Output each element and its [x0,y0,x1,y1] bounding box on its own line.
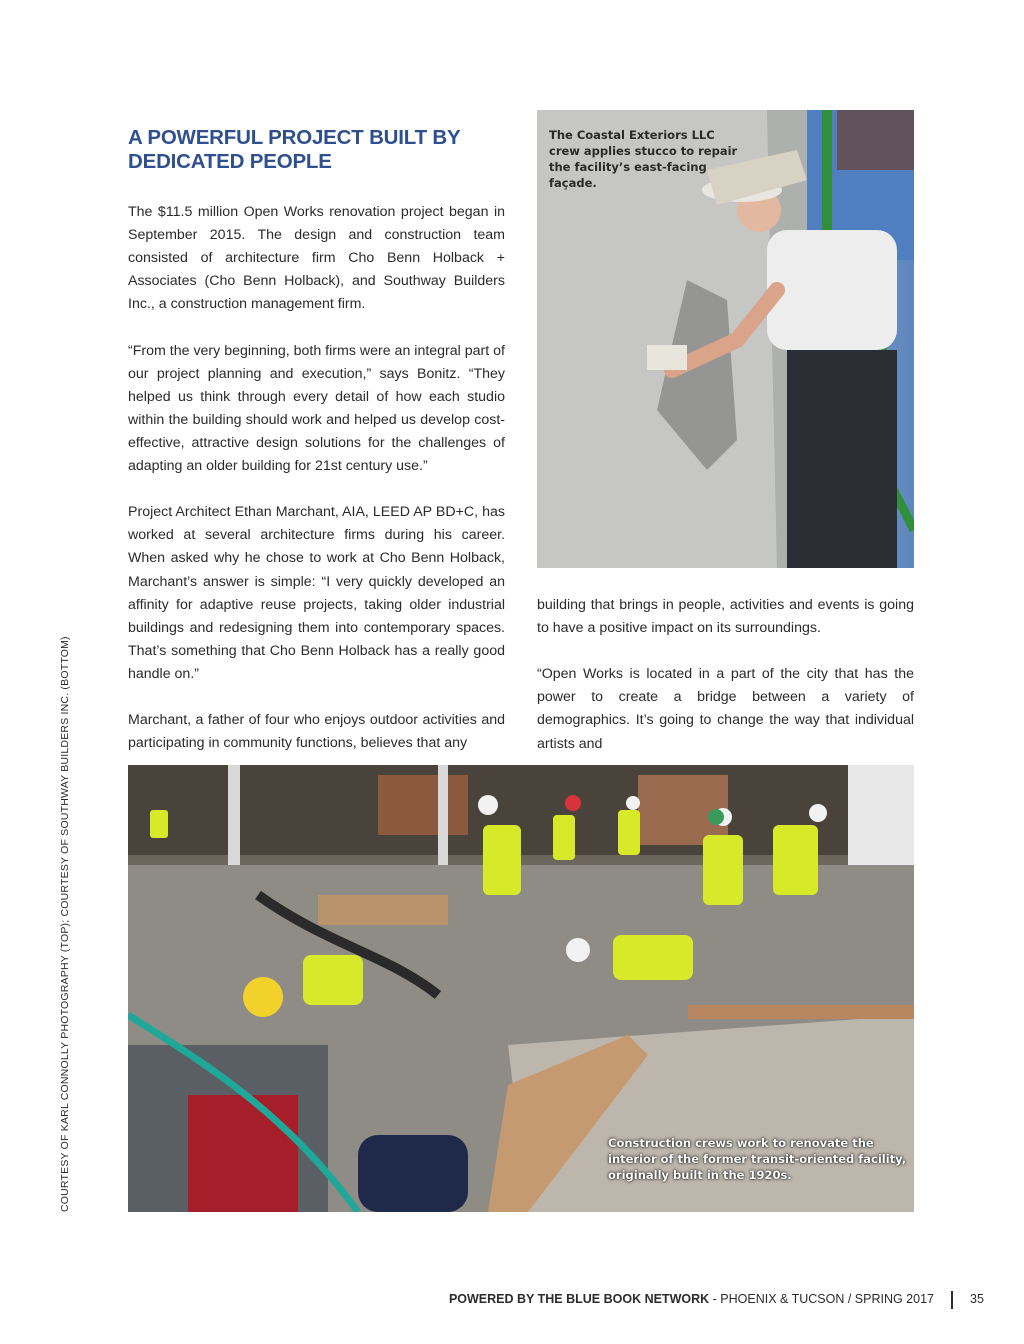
article-column-left [128,201,505,778]
footer-edition: - PHOENIX & TUCSON / SPRING 2017 [709,1292,934,1306]
paragraph-open-works-quote: “Open Works is located in a part of the city that has the power to create a bridge between a variety of demographics. It’s going to change the way that individual artists and [537,666,914,752]
footer-divider [951,1291,953,1309]
photo-credit: COURTESY OF KARL CONNOLLY PHOTOGRAPHY (TOP); COURTESY OF SOUTHWAY BUILDERS INC. (BOTTOM) [59,636,71,1212]
paragraph-marchant-belief: Marchant, a father of four who enjoys outdoor activities and participating in community functions, believes that any [128,712,505,752]
stucco-crew-photo [537,110,914,568]
footer-brand: POWERED BY THE BLUE BOOK NETWORK [448,1292,710,1306]
concrete-pour-photo [128,765,914,1212]
article-column-right [537,594,914,779]
paragraph-continuation: building that brings in people, activities and events is going to have a positive impact on its surroundings. [537,597,914,637]
article-heading: A POWERFUL PROJECT BUILT BY DEDICATED PEOPLE [128,126,461,173]
page-footer [449,1292,934,1306]
paragraph-intro: The $11.5 million Open Works renovation project began in September 2015. The design and construction team consisted of architecture firm Cho Benn Holback + Associates (Cho Benn Holback), and Southway Builders Inc., a construction management firm. [128,204,505,313]
paragraph-bonitz-quote: “From the very beginning, both firms were an integral part of our project planning and execution,” says Bonitz. “They helped us think through every detail of how each studio within the building should work and helped us develop cost-effective, attractive design solutions for the challenges of adapting an older building for 21st century use.” [128,342,505,475]
paragraph-marchant-bio: Project Architect Ethan Marchant, AIA, LEED AP BD+C, has worked at several architecture firms during his career. When asked why he chose to work at Cho Benn Holback, Marchant’s answer is simple: “I very quickly developed an affinity for adaptive reuse projects, taking older industrial buildings and redesigning them into contemporary spaces. That’s something that Cho Benn Holback has a really good handle on.” [128,504,505,682]
bottom-photo-caption: Construction crews work to renovate the interior of the former transit-oriented facility, originally built in the 1920s. [608,1136,907,1182]
top-photo-caption: The Coastal Exteriors LLC crew applies stucco to repair the facility’s east-facing façade. [549,128,738,190]
page-number: 35 [970,1292,984,1306]
